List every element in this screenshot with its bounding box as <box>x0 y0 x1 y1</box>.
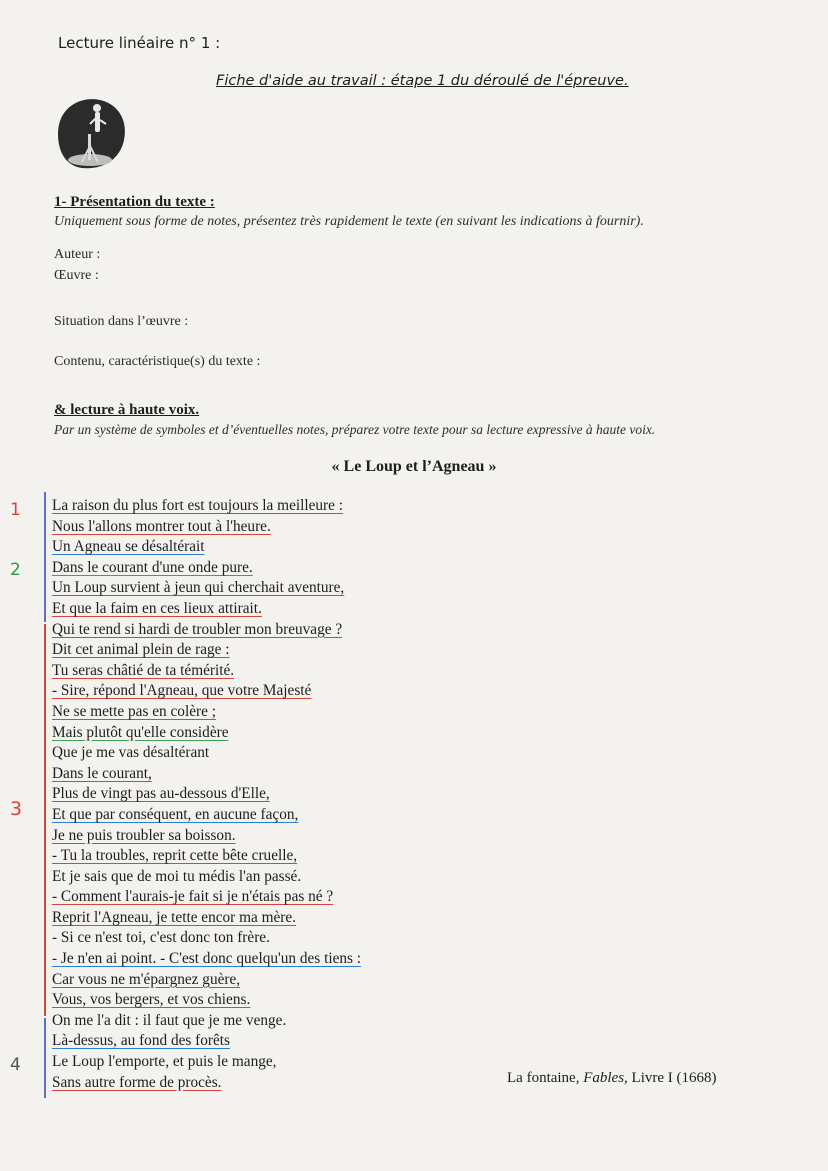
poem-line: Reprit l'Agneau, je tette encor ma mère. <box>52 908 297 926</box>
poem-line: Sans autre forme de procès. <box>52 1073 222 1091</box>
poem-credit <box>507 1070 717 1087</box>
poem-line: Dans le courant, <box>52 764 152 782</box>
section-1-title: 1- Présentation du texte : <box>54 194 215 210</box>
credit-work: Fables <box>583 1070 625 1086</box>
margin-number: 4 <box>10 1055 21 1075</box>
header-subtitle: Fiche d'aide au travail : étape 1 du déroulé de l'épreuve. <box>216 73 629 89</box>
margin-number: 3 <box>10 798 23 820</box>
poem-line: Et que par conséquent, en aucune façon, <box>52 805 299 823</box>
poem-line: Que je me vas désaltérant <box>52 744 210 762</box>
poem-line: Car vous ne m'épargnez guère, <box>52 970 241 988</box>
poem-text <box>52 496 432 1093</box>
credit-author: La fontaine, <box>507 1070 584 1086</box>
poem-line: Je ne puis troubler sa boisson. <box>52 826 236 844</box>
poem-title: « Le Loup et l’Agneau » <box>331 458 497 475</box>
poem-line: Un Agneau se désaltérait <box>52 538 205 556</box>
poem-line: - Si ce n'est toi, c'est donc ton frère. <box>52 929 270 947</box>
poem-line: Là-dessus, au fond des forêts <box>52 1032 230 1050</box>
poem-line: Dit cet animal plein de rage : <box>52 641 230 659</box>
header-title: Lecture linéaire n° 1 : <box>58 34 221 52</box>
poem-line: On me l'a dit : il faut que je me venge. <box>52 1011 287 1029</box>
poem-line: Tu seras châtié de ta témérité. <box>52 661 235 679</box>
stanza-bracket-2 <box>44 624 52 1016</box>
margin-number: 2 <box>10 560 21 580</box>
poem-line: Mais plutôt qu'elle considère <box>52 723 229 741</box>
stanza-bracket-1 <box>44 492 52 622</box>
poem-line: Et que la faim en ces lieux attirait. <box>52 599 262 617</box>
field-situation: Situation dans l’œuvre : <box>54 314 189 329</box>
poem-line: - Je n'en ai point. - C'est donc quelqu'un des tiens : <box>52 950 362 968</box>
field-oeuvre: Œuvre : <box>54 268 99 283</box>
stanza-bracket-3 <box>44 1018 52 1098</box>
poem-line: - Tu la troubles, reprit cette bête cruelle, <box>52 847 298 865</box>
poem-line: - Comment l'aurais-je fait si je n'étais pas né ? <box>52 888 334 906</box>
field-contenu: Contenu, caractéristique(s) du texte : <box>54 354 261 369</box>
poem-line: Ne se mette pas en colère ; <box>52 702 216 720</box>
poem-line: Et je sais que de moi tu médis l'an passé. <box>52 867 302 885</box>
poem-line: Un Loup survient à jeun qui cherchait aventure, <box>52 579 345 597</box>
section-2-instruction: Par un système de symboles et d’éventuelles notes, préparez votre texte pour sa lecture expressive à haute voix. <box>54 422 656 437</box>
margin-number: 1 <box>10 500 21 520</box>
section-1-instruction: Uniquement sous forme de notes, présentez très rapidement le texte (en suivant les indications à fournir). <box>54 214 644 229</box>
poem-line: Vous, vos bergers, et vos chiens. <box>52 991 251 1009</box>
credit-rest: , Livre I (1668) <box>624 1070 717 1086</box>
section-2-title: & lecture à haute voix. <box>54 402 200 418</box>
poem-line: Dans le courant d'une onde pure. <box>52 558 253 576</box>
field-auteur: Auteur : <box>54 247 101 262</box>
poem-line: Plus de vingt pas au-dessous d'Elle, <box>52 785 270 803</box>
poem-line: Qui te rend si hardi de troubler mon breuvage ? <box>52 620 343 638</box>
poem-line: Nous l'allons montrer tout à l'heure. <box>52 517 271 535</box>
poem-line: - Sire, répond l'Agneau, que votre Majesté <box>52 682 312 700</box>
poem-line: La raison du plus fort est toujours la meilleure : <box>52 497 343 514</box>
poem-line: Le Loup l'emporte, et puis le mange, <box>52 1053 277 1071</box>
microphone-icon <box>52 94 132 174</box>
